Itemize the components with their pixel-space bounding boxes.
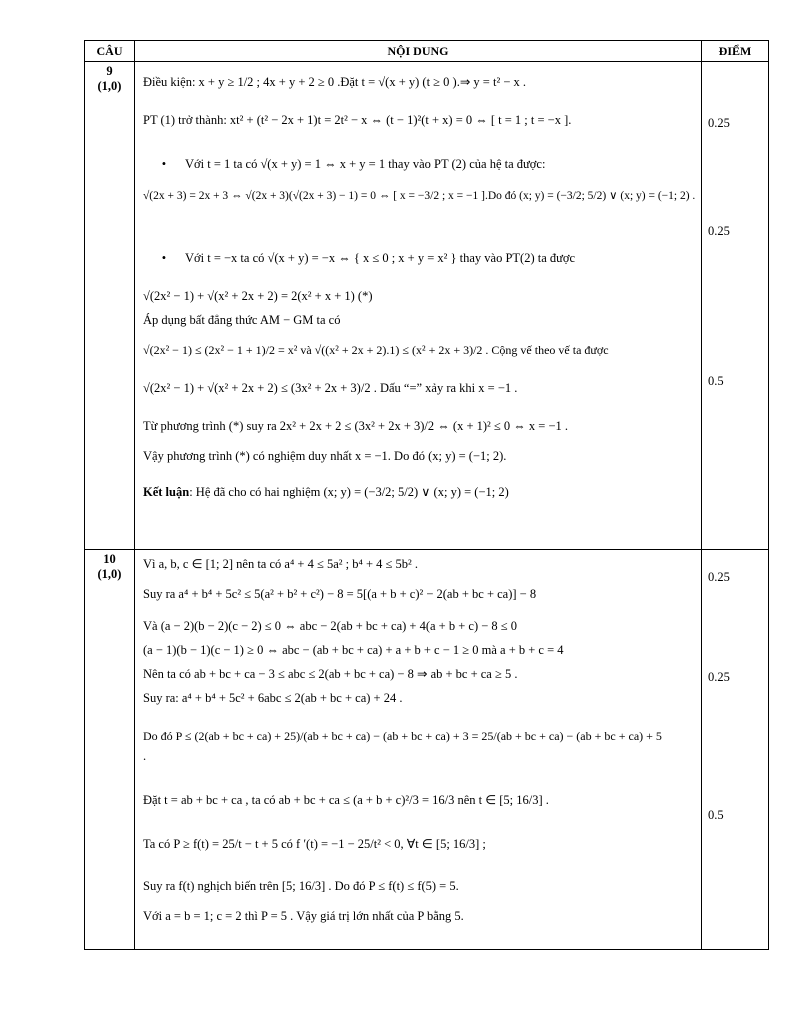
q9-line-4: √(2x + 3) = 2x + 3 ⇔ √(2x + 3)(√(2x + 3) − 1) = 0 ⇔ [ x = −3/2 ; x = −1 ].Do đó (x; y) = (−3/2; 5/2) ∨ (x; y) = (−1; 2) . [143, 190, 696, 202]
q9-line-8: √(2x² − 1) ≤ (2x² − 1 + 1)/2 = x² và √((x² + 2x + 2).1) ≤ (x² + 2x + 3)/2 . Cộng vế theo vế ta được [143, 343, 609, 357]
q10-line-7: Do đó P ≤ (2(ab + bc + ca) + 25)/(ab + bc + ca) − (ab + bc + ca) + 3 = 25/(ab + bc + ca) − (ab + bc + ca) + 5 [143, 729, 662, 743]
conclusion-label: Kết luận [143, 485, 190, 499]
q10-line-4: (a − 1)(b − 1)(c − 1) ≥ 0 ⇔ abc − (ab + bc + ca) + a + b + c − 1 ≥ 0 mà a + b + c = 4 [143, 643, 564, 657]
question-9-content [135, 62, 702, 550]
q10-line-1: Vì a, b, c ∈ [1; 2] nên ta có a⁴ + 4 ≤ 5a² ; b⁴ + 4 ≤ 5b² . [143, 557, 418, 571]
q9-line-2: PT (1) trở thành: xt² + (t² − 2x + 1)t = 2t² − x ⇔ (t − 1)²(t + x) = 0 ⇔ [ t = 1 ; t = −x ]. [143, 113, 572, 127]
question-9-number: 9 [106, 64, 113, 78]
q10-line-3: Và (a − 2)(b − 2)(c − 2) ≤ 0 ⇔ abc − 2(ab + bc + ca) + 4(a + b + c) − 8 ≤ 0 [143, 619, 518, 633]
question-10-number: 10 [103, 552, 116, 566]
q9-line-5 [143, 250, 695, 266]
q10-line-2: Suy ra a⁴ + b⁴ + 5c² ≤ 5(a² + b² + c²) − 8 = 5[(a + b + c)² − 2(ab + bc + ca)] − 8 [143, 587, 537, 601]
header-content: NỘI DUNG [135, 41, 702, 62]
q10-score-3: 0.5 [708, 808, 724, 822]
q9-score-3: 0.5 [708, 374, 724, 388]
conclusion-text: : Hệ đã cho có hai nghiệm (x; y) = (−3/2; 5/2) ∨ (x; y) = (−1; 2) [189, 485, 509, 499]
q10-line-5: Nên ta có ab + bc + ca − 3 ≤ abc ≤ 2(ab + bc + ca) − 8 ⇒ ab + bc + ca ≥ 5 . [143, 667, 518, 681]
q9-line-1: Điều kiện: x + y ≥ 1/2 ; 4x + y + 2 ≥ 0 .Đặt t = √(x + y) (t ≥ 0 ).⇒ y = t² − x . [143, 75, 526, 89]
q10-line-8: . [143, 749, 147, 763]
question-9-row [85, 62, 769, 550]
q9-line-7: Áp dụng bất đẳng thức AM − GM ta có [143, 313, 341, 327]
q9-line-6: √(2x² − 1) + √(x² + 2x + 2) = 2(x² + x + 1) (*) [143, 289, 373, 303]
header-question: CÂU [85, 41, 135, 62]
bullet-icon: • [161, 251, 167, 265]
question-10-scores [702, 550, 769, 950]
bullet-icon: • [161, 157, 167, 171]
q9-line-10: Từ phương trình (*) suy ra 2x² + 2x + 2 ≤ (3x² + 2x + 3)/2 ⇔ (x + 1)² ≤ 0 ⇔ x = −1 . [143, 419, 568, 433]
question-10-content [135, 550, 702, 950]
header-score: ĐIỂM [702, 41, 769, 62]
answer-table [84, 40, 769, 950]
q9-line-3-text: Với t = 1 ta có √(x + y) = 1 ⇔ x + y = 1 thay vào PT (2) của hệ ta được: [185, 157, 546, 171]
q10-score-1: 0.25 [708, 570, 730, 584]
q9-line-9: √(2x² − 1) + √(x² + 2x + 2) ≤ (3x² + 2x + 3)/2 . Dấu “=” xảy ra khi x = −1 . [143, 381, 518, 395]
q9-score-2: 0.25 [708, 224, 730, 238]
q10-line-12: Với a = b = 1; c = 2 thì P = 5 . Vậy giá trị lớn nhất của P bằng 5. [143, 909, 464, 923]
question-9-label [85, 62, 135, 550]
question-10-row [85, 550, 769, 950]
header-row [85, 41, 769, 62]
q9-line-3 [143, 156, 695, 172]
q10-line-10: Ta có P ≥ f(t) = 25/t − t + 5 có f ′(t) = −1 − 25/t² < 0, ∀t ∈ [5; 16/3] ; [143, 837, 486, 851]
q9-score-1: 0.25 [708, 116, 730, 130]
question-10-points: (1,0) [97, 567, 122, 581]
q10-line-11: Suy ra f(t) nghịch biến trên [5; 16/3] . Do đó P ≤ f(t) ≤ f(5) = 5. [143, 879, 459, 893]
q10-line-6: Suy ra: a⁴ + b⁴ + 5c² + 6abc ≤ 2(ab + bc + ca) + 24 . [143, 691, 403, 705]
q10-score-2: 0.25 [708, 670, 730, 684]
q10-line-9: Đặt t = ab + bc + ca , ta có ab + bc + ca ≤ (a + b + c)²/3 = 16/3 nên t ∈ [5; 16/3] . [143, 793, 549, 807]
question-9-points: (1,0) [97, 79, 122, 93]
question-10-label [85, 550, 135, 950]
q9-line-5-text: Với t = −x ta có √(x + y) = −x ⇔ { x ≤ 0 ; x + y = x² } thay vào PT(2) ta được [185, 251, 576, 265]
q9-conclusion [143, 484, 695, 500]
q9-line-11: Vậy phương trình (*) có nghiệm duy nhất x = −1. Do đó (x; y) = (−1; 2). [143, 449, 507, 463]
question-9-scores [702, 62, 769, 550]
